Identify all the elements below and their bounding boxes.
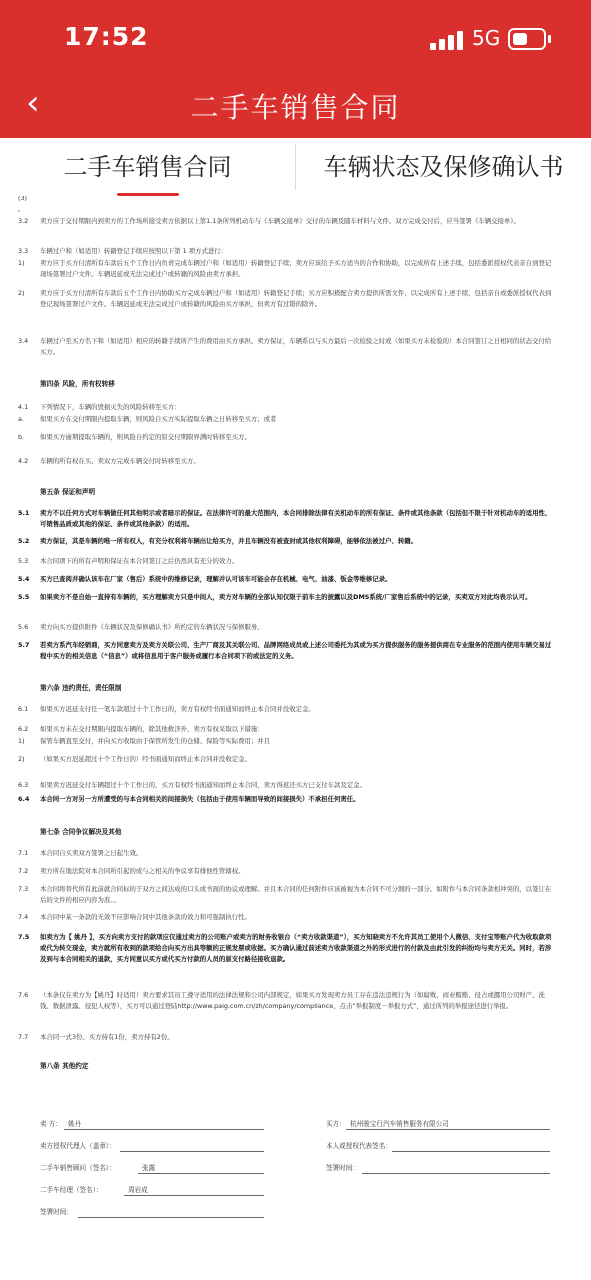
manager-value: 周岩成 xyxy=(128,1186,148,1194)
buyer-label: 买方： xyxy=(326,1120,346,1128)
back-arrow-icon[interactable]: ‹ xyxy=(26,83,40,123)
seller-label: 卖 方： xyxy=(40,1120,62,1128)
seller-rep-label: 卖方授权代理人（盖章）： xyxy=(40,1142,116,1150)
app-header xyxy=(0,0,591,138)
consultant-label: 二手车销售顾问（签名）： xyxy=(40,1164,116,1172)
battery-icon xyxy=(508,28,546,50)
page-title: 二手车销售合同 xyxy=(190,91,401,124)
buyer-rep-line xyxy=(392,1151,550,1152)
seller-line xyxy=(64,1129,264,1130)
tab-bar xyxy=(0,138,591,197)
tab-sales-contract[interactable]: 二手车销售合同 xyxy=(63,153,232,181)
section-7-heading: 第七条 合同争议解决及其他 xyxy=(40,828,122,836)
tab-vehicle-condition[interactable]: 车辆状态及保修确认书 xyxy=(323,153,564,181)
manager-label: 二手车经理（签名）： xyxy=(40,1186,103,1194)
buyer-rep-label: 本人或授权代表签名： xyxy=(326,1142,392,1150)
section-4-heading: 第四条 风险，所有权转移 xyxy=(40,380,115,388)
contract-document[interactable]: (3) 。 3.2 卖方应于交付期限内到卖方的工作场所接受卖方依据以上第1.1条所列机动车与《车辆交接单》交付的车辆及随车材料与文件。双方完成交付后，应当签署《车辆交接单》。 3.3 车辆过户和（如适用）转籍登记手续应按照以下第 1 项方式进行： 1) 卖方应于买方付清所有车款后五个工作日内负责完成车辆过户和（如适用）转籍登记手续；卖方应该给予买方适当的合作和协助，以完成所有上述手续，包括委派授权代表亲自到登记现场签署过户文件。车辆迟延或无法完成过户或转籍的风险由卖方承担。 2) 卖方应于买方付清所有车款后五个工作日内协助买方完成车辆过户和（如适用）转籍登记手续；买方应积极配合卖方提供所需文件，以完成所有上述手续，包括亲自或委派授权代表到登记现场签署过户文件。车辆迟延或无法完成过户或转籍的风险由买方承担，但卖方有过错的除外。 3.4 车辆过户至买方名下和（如适用）相应的转籍手续所产生的费用由买方承担。卖方保证，车辆系以与买方最后一次检验之时或（如果买方未检验的）本合同签订之日相同的状态交付给买方。 第四条 风险，所有权转移 4.1 下列情况下，车辆的毁损灭失的风险转移至买方： a. 如果买方在交付期限内提取车辆，则风险自买方实际提取车辆之日转移至买方；或者 b. 如果买方逾期提取车辆的，则风险自约定的原交付期限界满时转移至买方。 4.2 车辆的所有权在买、卖双方完成车辆交付时转移至买方。 第五条 保证和声明 5.1 卖方不以任何方式对车辆做任何其他明示或者暗示的保证。在法律许可的最大范围内，本合同排除法律有关机动车的所有保证、条件或其他条款（包括但不限于针对机动车的适用性、可销售品质或其他的保证、条件或其他条款）的适用。 5.2 卖方保证，其是车辆的唯一所有权人，有充分权利将车辆出让给买方，并且车辆没有被查封或其他权利障碍，能够依法被过户、转籍。 5.3 本合同项下的所有声明和保证在本合同签订之后仍然具有充分的效力。 5.4 买方已查阅并确认该车在厂家（售后）系统中的维修记录，理解并认可该车可能会存在机械、电气、油漆、钣金等维修记录。 5.5 如果卖方不是自始一直持有车辆的，买方理解卖方只是中间人，卖方对车辆的全部认知仅限于前车主的披露以及DMS系统/厂家售后系统中的记录，买卖双方对此均表示认可。 5.6 卖方向买方提供附件《车辆状况及保修确认书》所约定的车辆状况与保修服务。 5.7 若卖方系汽车经销商，买方同意卖方及卖方关联公司、生产厂商及其关联公司、品牌网络成员或上述公司委托为其或为买方提供服务的服务提供商在专业服务的范围内使用车辆交易过程中买方的相关信息（“信息”）或将信息用于客户服务或履行本合同项下的或法定的义务。 第六条 违约责任，责任限制 6.1 如果买方迟延支付任一笔车款超过十个工作日的，卖方有权经书面通知而终止本合同并没收定金。 6.2 如果买方未在交付期限内提取车辆的，除其他救济外，卖方有权采取以下措施： 1) 保管车辆直至交付，并向买方收取由于保管所发生的仓储、保险等实际费用；并且 2) （如果买方迟延超过十个工作日的）经书面通知而终止本合同并没收定金。 6.3 如果卖方迟延交付车辆超过十个工作日的，买方有权经书面通知而终止本合同，卖方得返还买方已支付车款及定金。 6.4 本合同一方对另一方所遭受的与本合同相关的间接损失（包括由于使用车辆而导致的间接损失）不承担任何责任。 第七条 合同争议解决及其他 7.1 本合同自买卖双方签署之日起生效。 7.2 卖方所在地法院对本合同所引起的或与之相关的争议享有排他性管辖权。 7.3 本合同将替代所有此前就合同标的于双方之间达成的口头或书面的协议或理解。并且本合同的任何附件应该被视为本合同不可分割的一部分。如附件与本合同条款相冲突的，以签订在后的文件的相应内容为准。。 7.4 本合同中某一条款的无效不应影响合同中其他条款的效力和可强制执行性。 7.5 如卖方为【 姚丹 】，买方向卖方支付的款项应仅通过卖方的公司账户或卖方的财务收银台（“卖方收款渠道”），买方知晓卖方不允许其员工使用个人微信、支付宝等账户代为收取款项或代为转交现金，卖方就所有收到的款项给合向买方出具等额的正规发票或收据。买方确认通过前述卖方收款渠道之外的形式进行的付款及由此引发的纠纷均与卖方无关。同时，若涉及到与本合同相关的退款，买方同意以买方或代买方付款的人员的原支付路径接收退款。 7.6 （本条仅在卖方为【姚丹】时适用）卖方要求其员工遵守适用的法律法规和公司内部规定，如果买方发现卖方员工存在违法违规行为（如腐败、商业贿赂、侵占或挪用公司财产、洗钱、数据泄露、侵犯人权等），买方可以通过登陆http://www.paig.com.cn/zh/company/compliance、点击“举报制度－举报方式”，通过所列的举报途径进行举报。 7.7 本合同一式3份。买方持有1份，卖方持有2份。 第八条 其他约定 卖 方： 姚丹 买方： 杭州骏宝行汽车销售服务有限公司 卖方授权代理人（盖章）： 本人或授权代表签名： 二手车销售顾问（签名）： 张露 签署时间： 二手车经理（签名）： 周岩成 签署时间： xyxy=(0,196,591,1280)
section-5-heading: 第五条 保证和声明 xyxy=(40,488,96,496)
network-type: 5G xyxy=(472,26,501,50)
buyer-time-line xyxy=(362,1173,550,1174)
seller-rep-line xyxy=(120,1151,264,1152)
seller-value: 姚丹 xyxy=(68,1120,82,1128)
consultant-line xyxy=(138,1173,264,1174)
section-6-heading: 第六条 违约责任，责任限制 xyxy=(40,684,122,692)
manager-line xyxy=(124,1195,264,1196)
consultant-value: 张露 xyxy=(142,1164,156,1172)
seller-time-label: 签署时间： xyxy=(40,1208,73,1216)
seller-time-line xyxy=(78,1217,264,1218)
buyer-line xyxy=(346,1129,550,1130)
buyer-time-label: 签署时间： xyxy=(326,1164,359,1172)
cellular-signal-icon xyxy=(430,28,466,50)
status-time: 17:52 xyxy=(64,22,149,51)
section-8-heading: 第八条 其他约定 xyxy=(40,1062,89,1070)
buyer-value: 杭州骏宝行汽车销售服务有限公司 xyxy=(350,1120,449,1128)
